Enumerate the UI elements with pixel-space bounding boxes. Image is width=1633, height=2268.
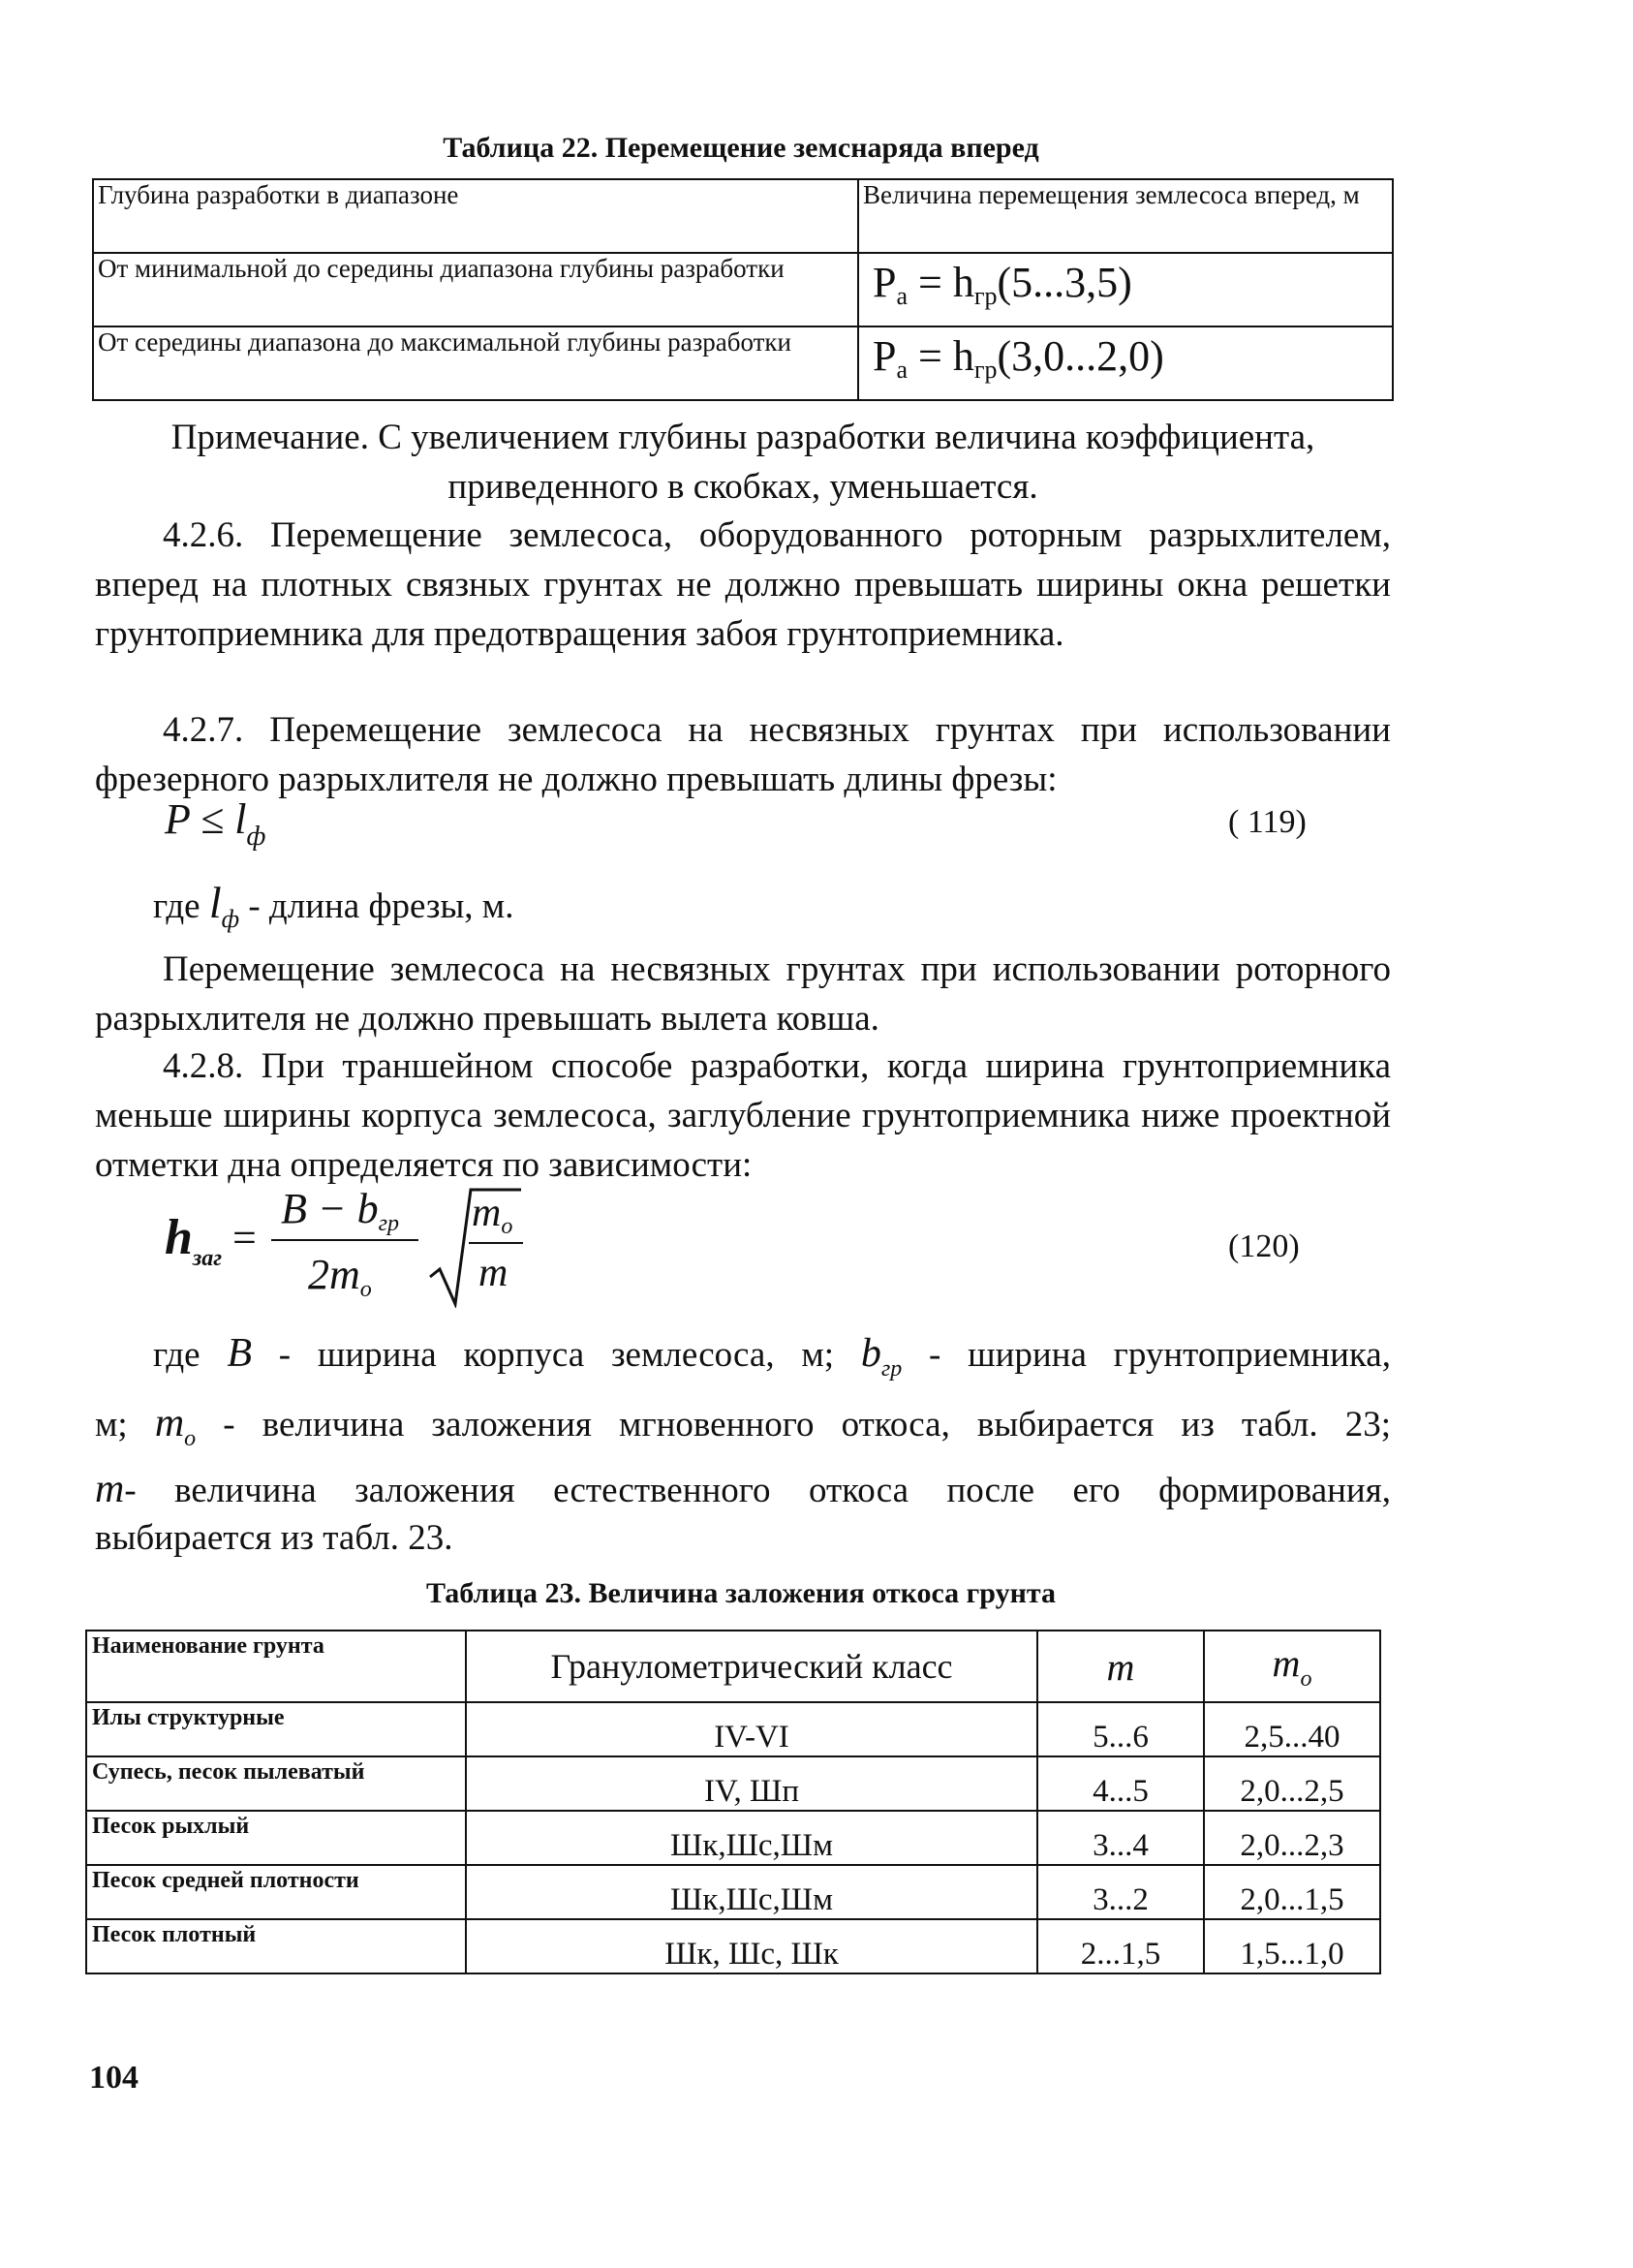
formula-coefficient: (5...3,5) <box>997 259 1132 306</box>
header-mo <box>1204 1631 1380 1702</box>
equation-equals: = <box>232 1214 257 1261</box>
soil-name-cell: Илы структурные <box>86 1702 466 1756</box>
symbol-m: m <box>95 1467 125 1511</box>
fraction-numerator <box>281 1184 399 1237</box>
header-mo-subscript: o <box>1300 1666 1312 1692</box>
table-header-row <box>86 1631 1380 1702</box>
table-row <box>86 1865 1380 1919</box>
equation-lhs: P ≤ l <box>165 795 247 843</box>
header-grain-class: Гранулометрический класс <box>466 1631 1037 1702</box>
fraction-denominator <box>308 1250 372 1303</box>
range-cell: От середины диапазона до максимальной глубины разработки <box>93 326 858 400</box>
table-row <box>86 1702 1380 1756</box>
header-mo-symbol: m <box>1272 1641 1301 1685</box>
paragraph-4-2-7: 4.2.7. Перемещение землесоса на несвязных грунтах при использовании фрезерного разрыхлителя не должно превышать длины фрезы: <box>95 710 1391 799</box>
grain-class-cell: Шк,Шс,Шм <box>466 1811 1037 1865</box>
table-header-row <box>93 179 1393 253</box>
m-cell: 4...5 <box>1037 1756 1204 1811</box>
paragraph-4-2-8: 4.2.8. При траншейном способе разработки, когда ширина грунтоприемника меньше ширины корпуса землесоса, заглубление грунтоприемника ниже проектной отметки дна определяется по зависимости: <box>95 1046 1391 1185</box>
root-denominator: m <box>478 1251 508 1295</box>
formula-subscript: гр <box>973 356 998 384</box>
table-row <box>86 1811 1380 1865</box>
soil-name-cell: Песок плотный <box>86 1919 466 1973</box>
numerator-text: B − b <box>281 1185 379 1232</box>
header-displacement: Величина перемещения землесоса вперед, м <box>858 179 1393 253</box>
where-text: - ширина корпуса землесоса, м; <box>252 1335 861 1375</box>
table-row <box>86 1919 1380 1973</box>
where-prefix: где <box>153 886 209 926</box>
table-row <box>93 326 1393 400</box>
fraction-bar <box>271 1239 418 1241</box>
formula-coefficient: (3,0...2,0) <box>997 332 1164 380</box>
formula-symbol: P <box>873 259 897 306</box>
grain-class-cell: IV, Шп <box>466 1756 1037 1811</box>
header-m: m <box>1037 1631 1204 1702</box>
mo-cell: 2,0...2,5 <box>1204 1756 1380 1811</box>
symbol-m: m <box>154 1401 185 1445</box>
equation-h: h <box>165 1210 193 1265</box>
symbol-subscript: гр <box>880 1356 903 1382</box>
formula-symbol: P <box>873 332 897 380</box>
paragraph-rotor: Перемещение землесоса на несвязных грунтах при использовании роторного разрыхлителя не должно превышать вылета ковша. <box>95 949 1391 1039</box>
root-numerator <box>472 1190 512 1240</box>
formula-equals: = h <box>908 259 974 306</box>
equation-number-119: ( 119) <box>1228 804 1307 840</box>
where-text: - величина заложения мгновенного откоса, выбирается из табл. 23; <box>196 1405 1391 1445</box>
table-22-caption: Таблица 22. Перемещение земснаряда вперед <box>443 132 1039 164</box>
soil-name-cell: Песок средней плотности <box>86 1865 466 1919</box>
symbol-B: B <box>227 1331 253 1376</box>
denominator-text: 2m <box>308 1251 360 1298</box>
formula-subscript: а <box>896 356 909 384</box>
table-22 <box>92 178 1394 401</box>
symbol-b: b <box>860 1331 881 1376</box>
where-120-line-4: выбирается из табл. 23. <box>95 1518 453 1558</box>
formula-equals: = h <box>908 332 974 380</box>
formula-cell <box>858 326 1393 400</box>
where-prefix: где <box>153 1335 228 1375</box>
where-symbol: l <box>208 878 222 927</box>
note-paragraph: Примечание. С увеличением глубины разработки величина коэффициента, приведенного в скобках, уменьшается. <box>170 418 1315 507</box>
header-soil-name: Наименование грунта <box>86 1631 466 1702</box>
table-row <box>86 1756 1380 1811</box>
header-depth-range: Глубина разработки в диапазоне <box>93 179 858 253</box>
mo-cell: 2,0...1,5 <box>1204 1865 1380 1919</box>
equation-lhs <box>165 1209 222 1272</box>
where-text: - длина фрезы, м. <box>239 886 514 926</box>
soil-name-cell: Супесь, песок пылеватый <box>86 1756 466 1811</box>
mo-cell: 2,0...2,3 <box>1204 1811 1380 1865</box>
m-cell: 2...1,5 <box>1037 1919 1204 1973</box>
symbol-subscript: o <box>184 1426 197 1451</box>
range-cell: От минимальной до середины диапазона глубины разработки <box>93 253 858 326</box>
equation-lhs-subscript: заг <box>192 1246 223 1271</box>
where-text: - ширина грунтоприемника, <box>902 1335 1391 1375</box>
formula-subscript: а <box>896 282 909 310</box>
grain-class-cell: IV-VI <box>466 1702 1037 1756</box>
paragraph-4-2-6: 4.2.6. Перемещение землесоса, оборудованного роторным разрыхлителем, вперед на плотных связных грунтах не должно превышать ширины окна решетки грунтоприемника для предотвращения забоя грунтоприемника. <box>95 515 1391 654</box>
mo-cell: 1,5...1,0 <box>1204 1919 1380 1973</box>
table-23-caption: Таблица 23. Величина заложения откоса грунта <box>426 1577 1056 1609</box>
numerator-subscript: гр <box>378 1211 399 1236</box>
table-23 <box>85 1630 1381 1974</box>
equation-number-120: (120) <box>1228 1228 1300 1264</box>
root-numerator-subscript: o <box>501 1214 513 1239</box>
soil-name-cell: Песок рыхлый <box>86 1811 466 1865</box>
grain-class-cell: Шк,Шс,Шм <box>466 1865 1037 1919</box>
equation-119 <box>165 794 265 853</box>
where-subscript: ф <box>221 905 240 933</box>
where-120-line-2 <box>95 1399 1391 1464</box>
grain-class-cell: Шк, Шс, Шк <box>466 1919 1037 1973</box>
table-row <box>93 253 1393 326</box>
where-119 <box>153 878 831 944</box>
denominator-subscript: o <box>359 1277 372 1302</box>
formula-subscript: гр <box>973 282 998 310</box>
formula-cell <box>858 253 1393 326</box>
mo-cell: 2,5...40 <box>1204 1702 1380 1756</box>
where-prefix: м; <box>95 1405 155 1445</box>
page-number: 104 <box>89 2060 139 2096</box>
where-120-line-1 <box>153 1329 1391 1394</box>
root-fraction-bar <box>469 1242 523 1244</box>
m-cell: 3...4 <box>1037 1811 1204 1865</box>
where-text: - величина заложения естественного откоса после его формирования, <box>124 1471 1391 1510</box>
where-120-line-3 <box>95 1465 1391 1515</box>
m-cell: 5...6 <box>1037 1702 1204 1756</box>
m-cell: 3...2 <box>1037 1865 1204 1919</box>
root-numerator-text: m <box>472 1191 502 1235</box>
equation-subscript: ф <box>246 822 266 852</box>
